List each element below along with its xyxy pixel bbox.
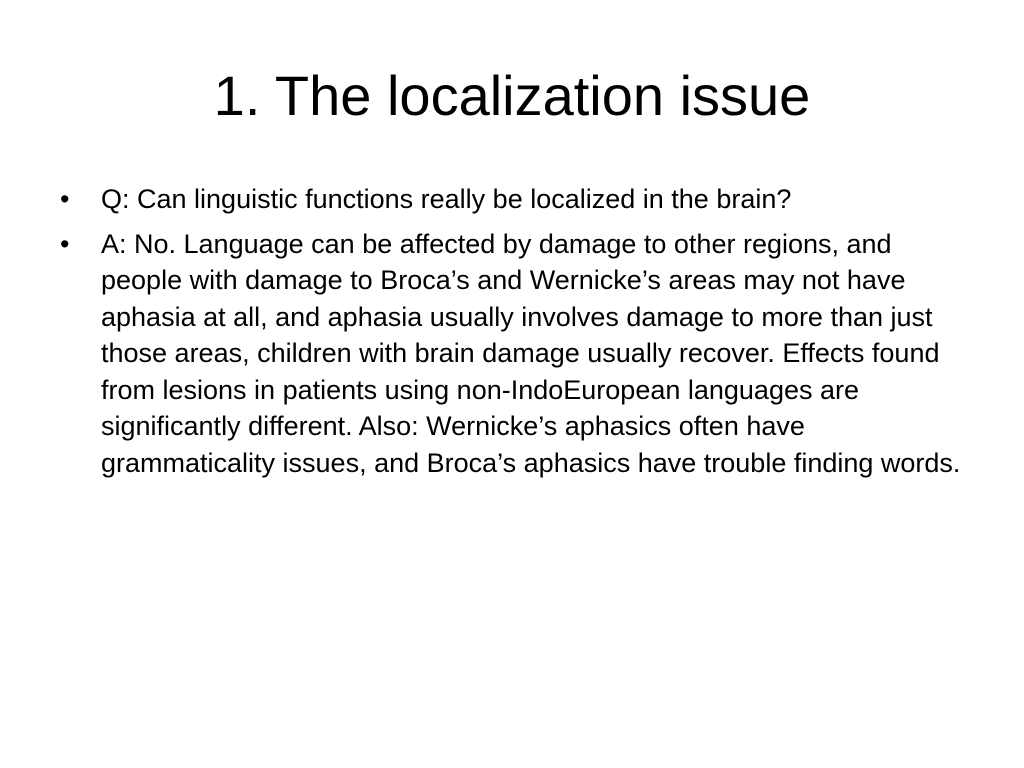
- bullet-text: A: No. Language can be affected by damage to other regions, and people with damage to Broca’s and Wernicke’s areas may not have aphasia at all, and aphasia usually involves damage to more than just those areas, children with brain damage usually recover. Effects found from lesions in patients using non-IndoEuropean languages are significantly different. Also: Wernicke’s aphasics often have grammaticality issues, and Broca’s aphasics have trouble finding words.: [101, 228, 961, 478]
- bullet-marker: •: [60, 184, 70, 214]
- bullet-item-question: [60, 181, 970, 218]
- slide-title: 1. The localization issue: [213, 64, 811, 127]
- bullet-item-answer: [60, 226, 970, 482]
- bullet-list: [60, 181, 970, 489]
- bullet-text: Q: Can linguistic functions really be localized in the brain?: [101, 184, 792, 214]
- bullet-marker: •: [60, 228, 70, 259]
